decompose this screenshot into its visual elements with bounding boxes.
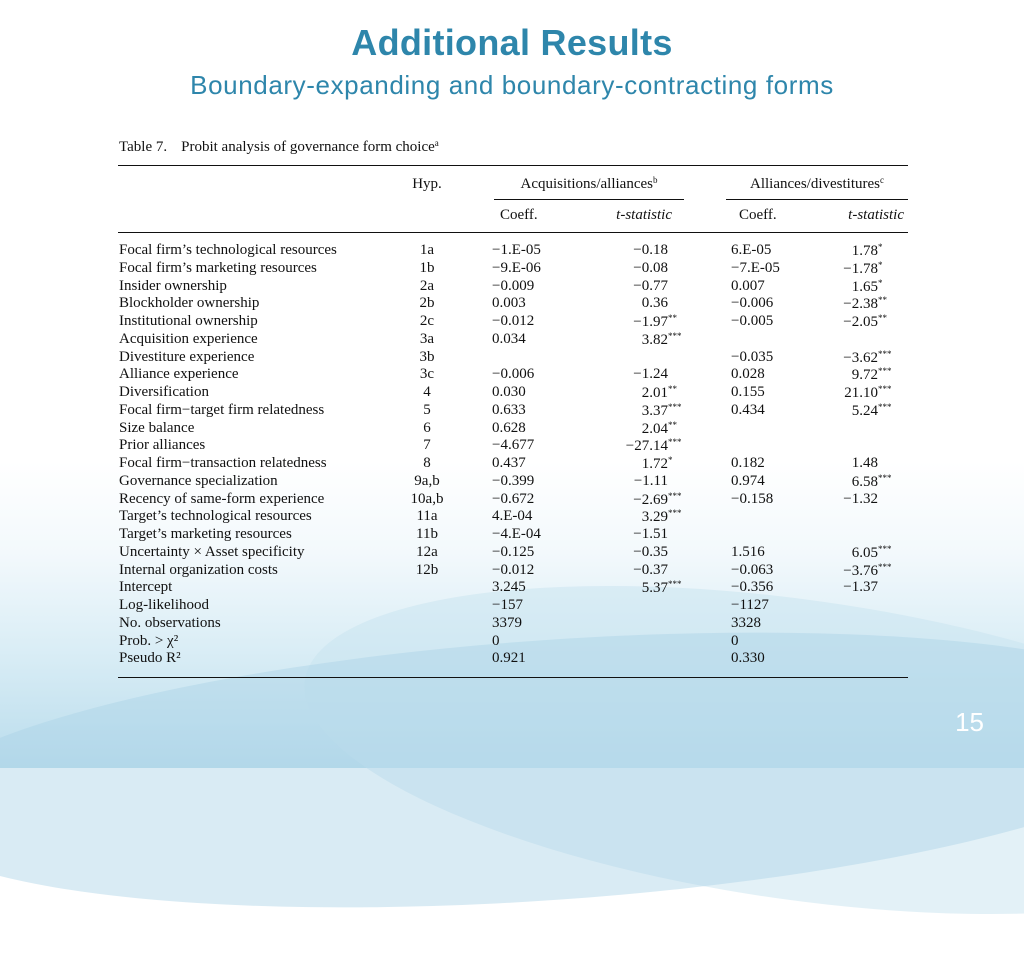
cell-a-t: 5.37***: [641, 579, 682, 597]
cell-var: Insider ownership: [119, 277, 227, 294]
column-header-acq-alliances: Acquisitions/alliances$^b$: [520, 175, 658, 192]
cell-var: Alliance experience: [119, 366, 239, 383]
cell-d-coef: 3328: [731, 614, 761, 631]
cell-a-t: −1.11: [633, 472, 668, 489]
cell-d-t: 6.05***: [851, 543, 892, 561]
column-header-coeff-div: Coeff.: [739, 207, 777, 223]
cell-d-t: −1.78*: [843, 259, 883, 277]
cell-var: Target’s marketing resources: [119, 526, 292, 542]
cell-hyp: 4: [423, 384, 431, 400]
cell-hyp: 2b: [419, 295, 435, 312]
cell-d-t: 1.48: [851, 455, 878, 471]
cell-d-t: −1.32: [843, 490, 878, 507]
column-header-tstat-acq: t-statistic: [616, 207, 672, 223]
table-number: Table 7.: [119, 139, 168, 155]
cell-var: Blockholder ownership: [119, 295, 260, 312]
cell-a-t: −27.14***: [625, 437, 682, 455]
cell-a-coef: 0.921: [492, 650, 526, 667]
table-caption: [119, 139, 439, 156]
cell-a-coef: 0.628: [492, 419, 526, 436]
table-caption-text: Probit analysis of governance form choice: [181, 139, 435, 155]
cell-d-coef: −7.E-05: [731, 259, 780, 276]
column-header-coeff-acq: Coeff.: [500, 207, 538, 223]
cell-d-t: 1.78*: [851, 242, 883, 259]
cell-hyp: 2c: [419, 313, 435, 329]
cell-hyp: 1a: [419, 242, 435, 258]
caption-footnote-mark: a: [434, 138, 439, 148]
cell-a-coef: −0.012: [492, 313, 535, 329]
column-header-hyp: Hyp.: [412, 176, 442, 192]
cell-a-coef: 3.245: [492, 579, 526, 596]
cell-d-coef: 6.E-05: [731, 242, 772, 258]
cell-hyp: 12b: [415, 561, 439, 578]
cell-d-t: [810, 597, 878, 614]
cell-a-coef: 0.633: [492, 401, 526, 418]
cell-a-coef: 0.003: [492, 295, 526, 312]
cell-a-coef: 4.E-04: [492, 508, 533, 525]
cell-a-coef: 0: [492, 632, 500, 649]
cell-var: Focal firm’s technological resources: [119, 242, 337, 258]
cell-d-coef: −0.035: [731, 348, 774, 365]
slide-number: 15: [955, 707, 984, 737]
cell-d-coef: −1127: [731, 597, 769, 613]
cell-d-coef: 0.974: [731, 472, 765, 489]
cell-hyp: 11a: [416, 508, 438, 525]
cell-a-t: [590, 615, 668, 632]
cell-a-t: −0.35: [633, 543, 668, 560]
cell-a-coef: −157: [492, 597, 523, 613]
cell-a-t: −1.24: [633, 366, 668, 383]
cell-a-coef: −4.E-04: [492, 526, 541, 542]
cell-d-coef: −0.158: [731, 490, 774, 507]
cell-d-t: −3.62***: [843, 348, 892, 366]
column-header-tstat-div: t-statistic: [848, 207, 904, 223]
cell-d-t: [810, 508, 878, 525]
cell-d-coef: 0.330: [731, 650, 765, 667]
cell-d-coef: 0.182: [731, 455, 765, 471]
cell-var: Governance specialization: [119, 472, 278, 489]
cell-d-t: [810, 526, 878, 543]
cell-var: Internal organization costs: [119, 561, 278, 578]
cell-hyp: 7: [423, 437, 431, 454]
cell-d-t: [810, 633, 878, 650]
cell-var: Focal firm−target firm relatedness: [119, 401, 325, 418]
cell-d-t: [810, 650, 878, 667]
cell-var: Recency of same-form experience: [119, 490, 325, 507]
cell-var: Divestiture experience: [119, 348, 255, 365]
cell-hyp: 3a: [419, 330, 435, 347]
cell-var: Size balance: [119, 419, 195, 436]
cell-var: Prior alliances: [119, 437, 206, 454]
cell-a-coef: −0.125: [492, 543, 535, 560]
slide-subtitle: Boundary-expanding and boundary-contracting forms: [190, 70, 834, 100]
cell-var: Uncertainty × Asset specificity: [119, 543, 305, 560]
cell-d-coef: −0.005: [731, 313, 774, 329]
cell-var: No. observations: [119, 614, 221, 631]
table-header-rule: [118, 232, 908, 233]
cell-a-coef: −0.399: [492, 472, 535, 489]
cell-hyp: 6: [423, 419, 431, 436]
cell-a-t: [590, 633, 668, 650]
cell-hyp: 3b: [419, 348, 435, 365]
cell-var: Intercept: [119, 579, 173, 596]
cell-d-t: −2.05**: [843, 313, 887, 330]
cell-a-coef: −9.E-06: [492, 259, 541, 276]
cell-d-coef: 0: [731, 632, 739, 649]
cell-a-coef: −0.009: [492, 277, 535, 294]
cell-a-t: −0.08: [633, 259, 668, 276]
cell-a-t: 2.01**: [641, 384, 677, 401]
cell-a-coef: 3379: [492, 614, 522, 631]
cell-d-coef: 0.007: [731, 277, 765, 294]
cell-d-t: [810, 437, 878, 454]
cell-var: Pseudo R²: [119, 650, 181, 667]
cell-hyp: 9a,b: [414, 472, 440, 489]
cell-a-coef: 0.030: [492, 384, 526, 400]
cell-a-coef: −0.012: [492, 561, 535, 578]
cell-a-t: −0.37: [633, 561, 668, 578]
cell-var: Focal firm’s marketing resources: [119, 259, 317, 276]
cell-a-t: [590, 597, 668, 614]
table-top-rule: [118, 165, 908, 166]
cell-d-t: [810, 420, 878, 437]
cell-a-t: −0.18: [633, 242, 668, 258]
cell-d-coef: −0.006: [731, 295, 774, 312]
cell-d-t: 1.65*: [851, 277, 883, 295]
cell-a-t: 3.29***: [641, 508, 682, 526]
column-header-alliances-divestitures: Alliances/divestitures$^c$: [750, 175, 884, 192]
cell-a-coef: 0.034: [492, 330, 526, 347]
cell-a-coef: −0.006: [492, 366, 535, 383]
cell-a-t: [590, 349, 668, 366]
cell-d-t: 5.24***: [851, 401, 892, 419]
cell-a-t: −1.51: [633, 526, 668, 542]
table-bottom-rule: [118, 677, 908, 678]
cell-a-t: 3.37***: [641, 401, 682, 419]
cell-a-coef: −0.672: [492, 490, 535, 507]
cell-hyp: 11b: [416, 526, 438, 542]
cell-a-coef: 0.437: [492, 455, 526, 471]
cell-d-t: 6.58***: [851, 472, 892, 490]
cell-a-t: 2.04**: [641, 419, 677, 437]
cell-d-coef: 0.155: [731, 384, 765, 400]
cell-hyp: 3c: [419, 366, 435, 383]
group-rule-div: [726, 199, 908, 200]
cell-var: Target’s technological resources: [119, 508, 312, 525]
cell-a-t: 0.36: [641, 295, 668, 312]
cell-var: Focal firm−transaction relatedness: [119, 455, 327, 471]
cell-d-t: −2.38**: [843, 295, 887, 313]
cell-d-t: [810, 615, 878, 632]
cell-a-coef: −1.E-05: [492, 242, 541, 258]
cell-d-t: −3.76***: [843, 561, 892, 579]
cell-a-t: −1.97**: [633, 313, 677, 330]
cell-var: Prob. > χ²: [119, 632, 179, 649]
cell-d-coef: 0.028: [731, 366, 765, 383]
cell-d-coef: 1.516: [731, 543, 765, 560]
cell-hyp: 10a,b: [410, 490, 444, 507]
cell-a-t: −0.77: [633, 277, 668, 294]
slide-title: Additional Results: [351, 22, 673, 63]
cell-hyp: 5: [423, 401, 431, 418]
cell-a-t: [590, 650, 668, 667]
cell-hyp: 12a: [416, 543, 438, 560]
cell-d-t: [810, 331, 878, 348]
cell-a-t: 3.82***: [641, 330, 682, 348]
cell-d-t: 9.72***: [851, 366, 892, 384]
cell-var: Institutional ownership: [119, 313, 258, 329]
cell-d-coef: 0.434: [731, 401, 765, 418]
cell-d-t: 21.10***: [844, 384, 892, 401]
cell-hyp: 1b: [419, 259, 435, 276]
cell-hyp: 8: [423, 455, 431, 471]
cell-d-t: −1.37: [843, 579, 878, 596]
group-rule-acq: [494, 199, 684, 200]
cell-a-t: 1.72*: [641, 455, 673, 472]
cell-a-coef: −4.677: [492, 437, 535, 454]
cell-var: Log-likelihood: [119, 597, 209, 613]
cell-var: Acquisition experience: [119, 330, 258, 347]
cell-d-coef: −0.063: [731, 561, 774, 578]
cell-hyp: 2a: [419, 277, 435, 294]
cell-var: Diversification: [119, 384, 209, 400]
cell-a-t: −2.69***: [633, 490, 682, 508]
cell-d-coef: −0.356: [731, 579, 774, 596]
